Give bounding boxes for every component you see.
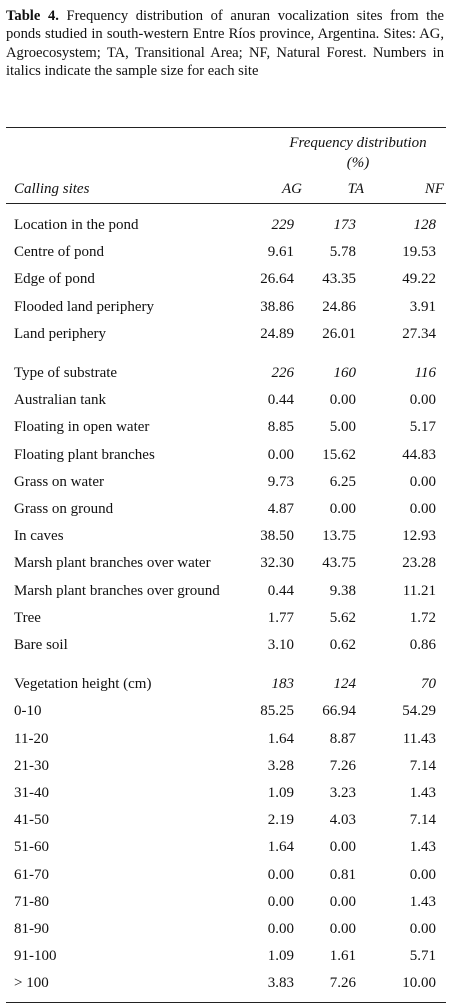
value-cell: 38.86: [260, 298, 294, 315]
row-label: Tree: [14, 609, 41, 626]
row-label: 61-70: [14, 866, 49, 883]
table-top-rule: [6, 127, 446, 128]
table-row: [6, 442, 446, 469]
row-label: In caves: [14, 528, 64, 545]
value-cell: 10.00: [402, 975, 436, 992]
row-label: Edge of pond: [14, 271, 95, 288]
sample-size-cell: 183: [271, 676, 294, 693]
value-cell: 3.83: [267, 975, 294, 992]
value-cell: 5.17: [409, 419, 436, 436]
section-title: Vegetation height (cm): [14, 676, 152, 693]
value-cell: 0.00: [329, 893, 356, 910]
row-label: Land periphery: [14, 325, 107, 342]
value-cell: 1.09: [267, 785, 294, 802]
value-cell: 49.22: [402, 271, 436, 288]
value-cell: 12.93: [402, 528, 436, 545]
row-label: 21-30: [14, 757, 49, 774]
row-label: Marsh plant branches over water: [14, 555, 211, 572]
table-row: [6, 266, 446, 293]
value-cell: 1.09: [267, 948, 294, 965]
sample-size-cell: 128: [413, 217, 436, 233]
value-cell: 66.94: [322, 703, 356, 720]
row-label: 51-60: [14, 839, 49, 856]
value-cell: 1.77: [267, 609, 294, 626]
section-spacer-cell: [6, 659, 446, 671]
value-cell: 3.23: [329, 785, 356, 802]
value-cell: 24.86: [322, 298, 356, 315]
column-header-ag: AG: [282, 181, 302, 197]
column-header-nf: NF: [424, 181, 444, 197]
frequency-unit-label: (%): [346, 155, 370, 171]
value-cell: 3.10: [267, 637, 294, 654]
value-cell: 1.72: [409, 609, 436, 626]
value-cell: 0.44: [267, 392, 294, 409]
value-cell: 0.00: [409, 921, 436, 938]
table-row: [6, 294, 446, 321]
value-cell: 1.43: [409, 893, 436, 910]
table-row: [6, 239, 446, 266]
section-header-row: [6, 671, 446, 698]
table-row: [6, 605, 446, 632]
table-row: [6, 523, 446, 550]
table-row: [6, 970, 446, 997]
value-cell: 0.44: [267, 582, 294, 599]
value-cell: 24.89: [260, 325, 294, 342]
row-label: Australian tank: [14, 392, 107, 409]
value-cell: 8.87: [329, 730, 356, 747]
section-spacer: [6, 348, 446, 360]
value-cell: 23.28: [402, 555, 436, 572]
sample-size-cell: 70: [421, 676, 436, 693]
section-header-row: [6, 212, 446, 239]
table-row: [6, 726, 446, 753]
value-cell: 0.00: [329, 501, 356, 518]
frequency-table: [6, 212, 446, 998]
value-cell: 9.61: [267, 244, 294, 261]
value-cell: 5.78: [329, 244, 356, 261]
row-label: Grass on water: [14, 473, 104, 490]
value-cell: 6.25: [329, 473, 356, 490]
table-caption: [6, 7, 444, 81]
value-cell: 27.34: [402, 325, 436, 342]
value-cell: 0.00: [329, 921, 356, 938]
value-cell: 0.00: [409, 392, 436, 409]
row-label: Centre of pond: [14, 244, 104, 261]
value-cell: 26.64: [260, 271, 294, 288]
value-cell: 19.53: [402, 244, 436, 261]
value-cell: 1.64: [267, 730, 294, 747]
sample-size-cell: 173: [333, 217, 356, 233]
value-cell: 26.01: [322, 325, 356, 342]
table-row: [6, 780, 446, 807]
row-label: Flooded land periphery: [14, 298, 154, 315]
table-row: [6, 862, 446, 889]
row-label: Floating plant branches: [14, 446, 155, 463]
value-cell: 1.61: [329, 948, 356, 965]
table-row: [6, 578, 446, 605]
value-cell: 2.19: [267, 812, 294, 829]
table-row: [6, 414, 446, 441]
table-row: [6, 889, 446, 916]
value-cell: 0.00: [329, 839, 356, 856]
value-cell: 0.62: [329, 637, 356, 654]
value-cell: 0.00: [267, 893, 294, 910]
section-spacer: [6, 659, 446, 671]
value-cell: 0.00: [267, 866, 294, 883]
value-cell: 0.81: [329, 866, 356, 883]
section-header-row: [6, 360, 446, 387]
value-cell: 38.50: [260, 528, 294, 545]
table-row: [6, 916, 446, 943]
value-cell: 0.00: [329, 392, 356, 409]
value-cell: 43.75: [322, 555, 356, 572]
value-cell: 7.14: [409, 812, 436, 829]
table-row: [6, 550, 446, 577]
sample-size-cell: 116: [414, 365, 436, 382]
value-cell: 11.43: [402, 730, 436, 747]
value-cell: 54.29: [402, 703, 436, 720]
row-label: Grass on ground: [14, 501, 114, 518]
row-label: 31-40: [14, 785, 49, 802]
value-cell: 7.26: [329, 975, 356, 992]
table-row: [6, 753, 446, 780]
table-row: [6, 387, 446, 414]
row-label: 81-90: [14, 921, 49, 938]
value-cell: 9.73: [267, 473, 294, 490]
value-cell: 0.00: [409, 473, 436, 490]
table-row: [6, 943, 446, 970]
value-cell: 7.14: [409, 757, 436, 774]
value-cell: 0.00: [409, 866, 436, 883]
sample-size-cell: 226: [271, 365, 294, 382]
table-row: [6, 496, 446, 523]
value-cell: 5.71: [409, 948, 436, 965]
table-row: [6, 632, 446, 659]
value-cell: 1.43: [409, 785, 436, 802]
table-row: [6, 698, 446, 725]
sample-size-cell: 124: [333, 676, 356, 693]
value-cell: 11.21: [402, 582, 436, 599]
value-cell: 4.03: [329, 812, 356, 829]
row-label: > 100: [14, 975, 49, 992]
value-cell: 0.00: [409, 501, 436, 518]
sample-size-cell: 229: [271, 217, 294, 233]
table-row: [6, 834, 446, 861]
value-cell: 4.87: [267, 501, 294, 518]
value-cell: 44.83: [402, 446, 436, 463]
value-cell: 0.00: [267, 921, 294, 938]
value-cell: 43.35: [322, 271, 356, 288]
column-header-ta: TA: [347, 181, 364, 197]
section-title: Type of substrate: [14, 365, 118, 382]
value-cell: 9.38: [329, 582, 356, 599]
value-cell: 0.00: [267, 446, 294, 463]
header-rule: [6, 203, 446, 204]
row-label: 71-80: [14, 893, 49, 910]
section-spacer-cell: [6, 348, 446, 360]
value-cell: 0.86: [409, 637, 436, 654]
row-label: Floating in open water: [14, 419, 150, 436]
row-label: 91-100: [14, 948, 57, 965]
row-label: 41-50: [14, 812, 49, 829]
frequency-distribution-header: [270, 133, 446, 173]
value-cell: 5.62: [329, 609, 356, 626]
table-caption-label: Table 4.: [6, 8, 59, 24]
value-cell: 32.30: [260, 555, 294, 572]
section-title: Location in the pond: [14, 217, 139, 233]
table-row: [6, 321, 446, 348]
table-bottom-rule: [6, 1002, 446, 1003]
table-row: [6, 807, 446, 834]
frequency-distribution-label: Frequency distribution: [289, 135, 427, 151]
row-label: Bare soil: [14, 637, 68, 654]
row-label: 0-10: [14, 703, 42, 720]
value-cell: 1.64: [267, 839, 294, 856]
value-cell: 1.43: [409, 839, 436, 856]
sample-size-cell: 160: [333, 365, 356, 382]
value-cell: 8.85: [267, 419, 294, 436]
row-label: 11-20: [14, 730, 49, 747]
table-row: [6, 469, 446, 496]
value-cell: 85.25: [260, 703, 294, 720]
row-label: Marsh plant branches over ground: [14, 582, 220, 599]
value-cell: 3.28: [267, 757, 294, 774]
value-cell: 3.91: [409, 298, 436, 315]
value-cell: 7.26: [329, 757, 356, 774]
value-cell: 13.75: [322, 528, 356, 545]
calling-sites-header: Calling sites: [14, 181, 90, 197]
value-cell: 15.62: [322, 446, 356, 463]
value-cell: 5.00: [329, 419, 356, 436]
table-caption-text: Frequency distribution of anuran vocalization sites from the ponds studied in south-western Entre Ríos province, Argentina. Sites: AG, Agroecosystem; TA, Transitional Area; NF, Natural Forest. Numbers in italics indicate the sample size for each site: [6, 8, 444, 80]
